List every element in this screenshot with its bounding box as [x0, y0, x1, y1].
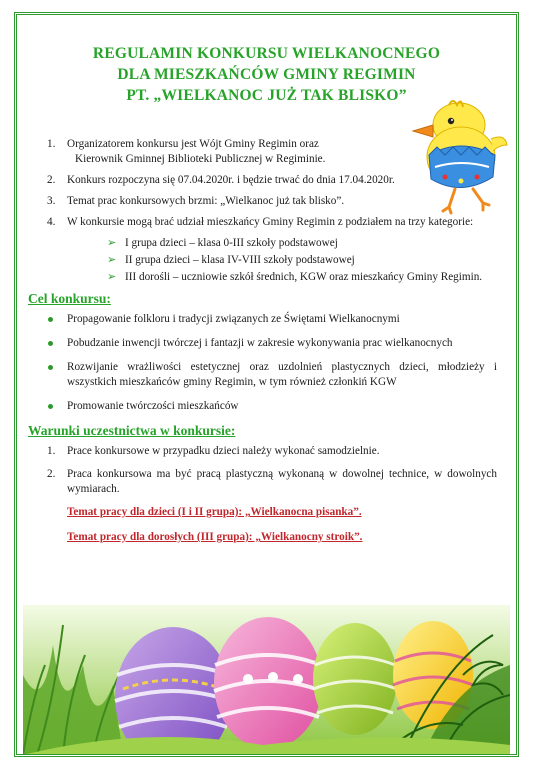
easter-eggs-illustration — [23, 605, 510, 755]
topic-children: Temat pracy dla dzieci (I i II grupa): „Wielkanocna pisanka”. — [67, 506, 362, 518]
arrow-icon: ➢ — [107, 237, 117, 249]
list-item: 3. Temat prac konkursowych brzmi: „Wielkanoc już tak blisko”. — [47, 195, 345, 207]
list-item: ➢ I grupa dzieci – klasa 0-III szkoły podstawowej — [107, 237, 338, 249]
goal-heading: Cel konkursu: — [28, 291, 111, 306]
list-item: 2. Konkurs rozpoczyna się 07.04.2020r. i będzie trwać do dnia 17.04.2020r. — [47, 174, 395, 186]
rules-list — [37, 137, 497, 285]
title-line-2: DLA MIESZKAŃCÓW GMINY REGIMIN — [117, 66, 416, 83]
topic-adults: Temat pracy dla dorosłych (III grupa): „Wielkanocny stroik”. — [67, 531, 363, 543]
conditions-list — [37, 444, 497, 497]
content — [28, 137, 497, 555]
list-item: ➢ II grupa dzieci – klasa IV-VIII szkoły podstawowej — [107, 254, 355, 266]
arrow-icon: ➢ — [107, 271, 117, 283]
poster-page — [14, 12, 519, 757]
list-item: 2. Praca konkursowa ma być pracą plastyczną wykonaną w dowolnej technice, w dowolnych wymiarach. — [47, 468, 497, 495]
list-item: 4. W konkursie mogą brać udział mieszkańcy Gminy Regimin z podziałem na trzy kategorie: ➢ I grupa dzieci – klasa 0-III szkoły podstawowej ➢ II grupa dzieci – klasa IV-VIII szkoły podstawowej ➢ III dorośli – uczniowie szkół średnich, KGW oraz mieszkańcy Gminy Regimin. — [37, 215, 497, 285]
list-item: Rozwijanie wrażliwości estetycznej oraz uzdolnień plastycznych dzieci, młodzieży i wszystkich mieszkańców gminy Regimin, w tym również członkiń KGW — [37, 360, 497, 390]
title-line-1: REGULAMIN KONKURSU WIELKANOCNEGO — [92, 45, 441, 62]
bullet-icon — [48, 365, 53, 370]
bullet-icon — [48, 317, 53, 322]
goal-list — [37, 312, 497, 414]
list-item: 1. Prace konkursowe w przypadku dzieci należy wykonać samodzielnie. — [47, 445, 380, 457]
list-item: Propagowanie folkloru i tradycji związanych ze Świętami Wielkanocnymi — [37, 312, 497, 327]
conditions-heading: Warunki uczestnictwa w konkursie: — [28, 423, 236, 438]
bullet-icon — [48, 341, 53, 346]
list-item: ➢ III dorośli – uczniowie szkół średnich, KGW oraz mieszkańcy Gminy Regimin. — [107, 271, 483, 283]
categories-list — [67, 236, 497, 285]
list-item: 1. Organizatorem konkursu jest Wójt Gminy Regimin oraz Kierownik Gminnej Biblioteki Publicznej w Regiminie. — [47, 138, 326, 165]
bullet-icon — [48, 404, 53, 409]
list-item: Promowanie twórczości mieszkańców — [37, 399, 497, 414]
arrow-icon: ➢ — [107, 254, 117, 266]
title-line-3: PT. „WIELKANOC JUŻ TAK BLISKO” — [126, 87, 407, 104]
list-item: Pobudzanie inwencji twórczej i fantazji w zakresie wykonywania prac wielkanocnych — [37, 336, 497, 351]
